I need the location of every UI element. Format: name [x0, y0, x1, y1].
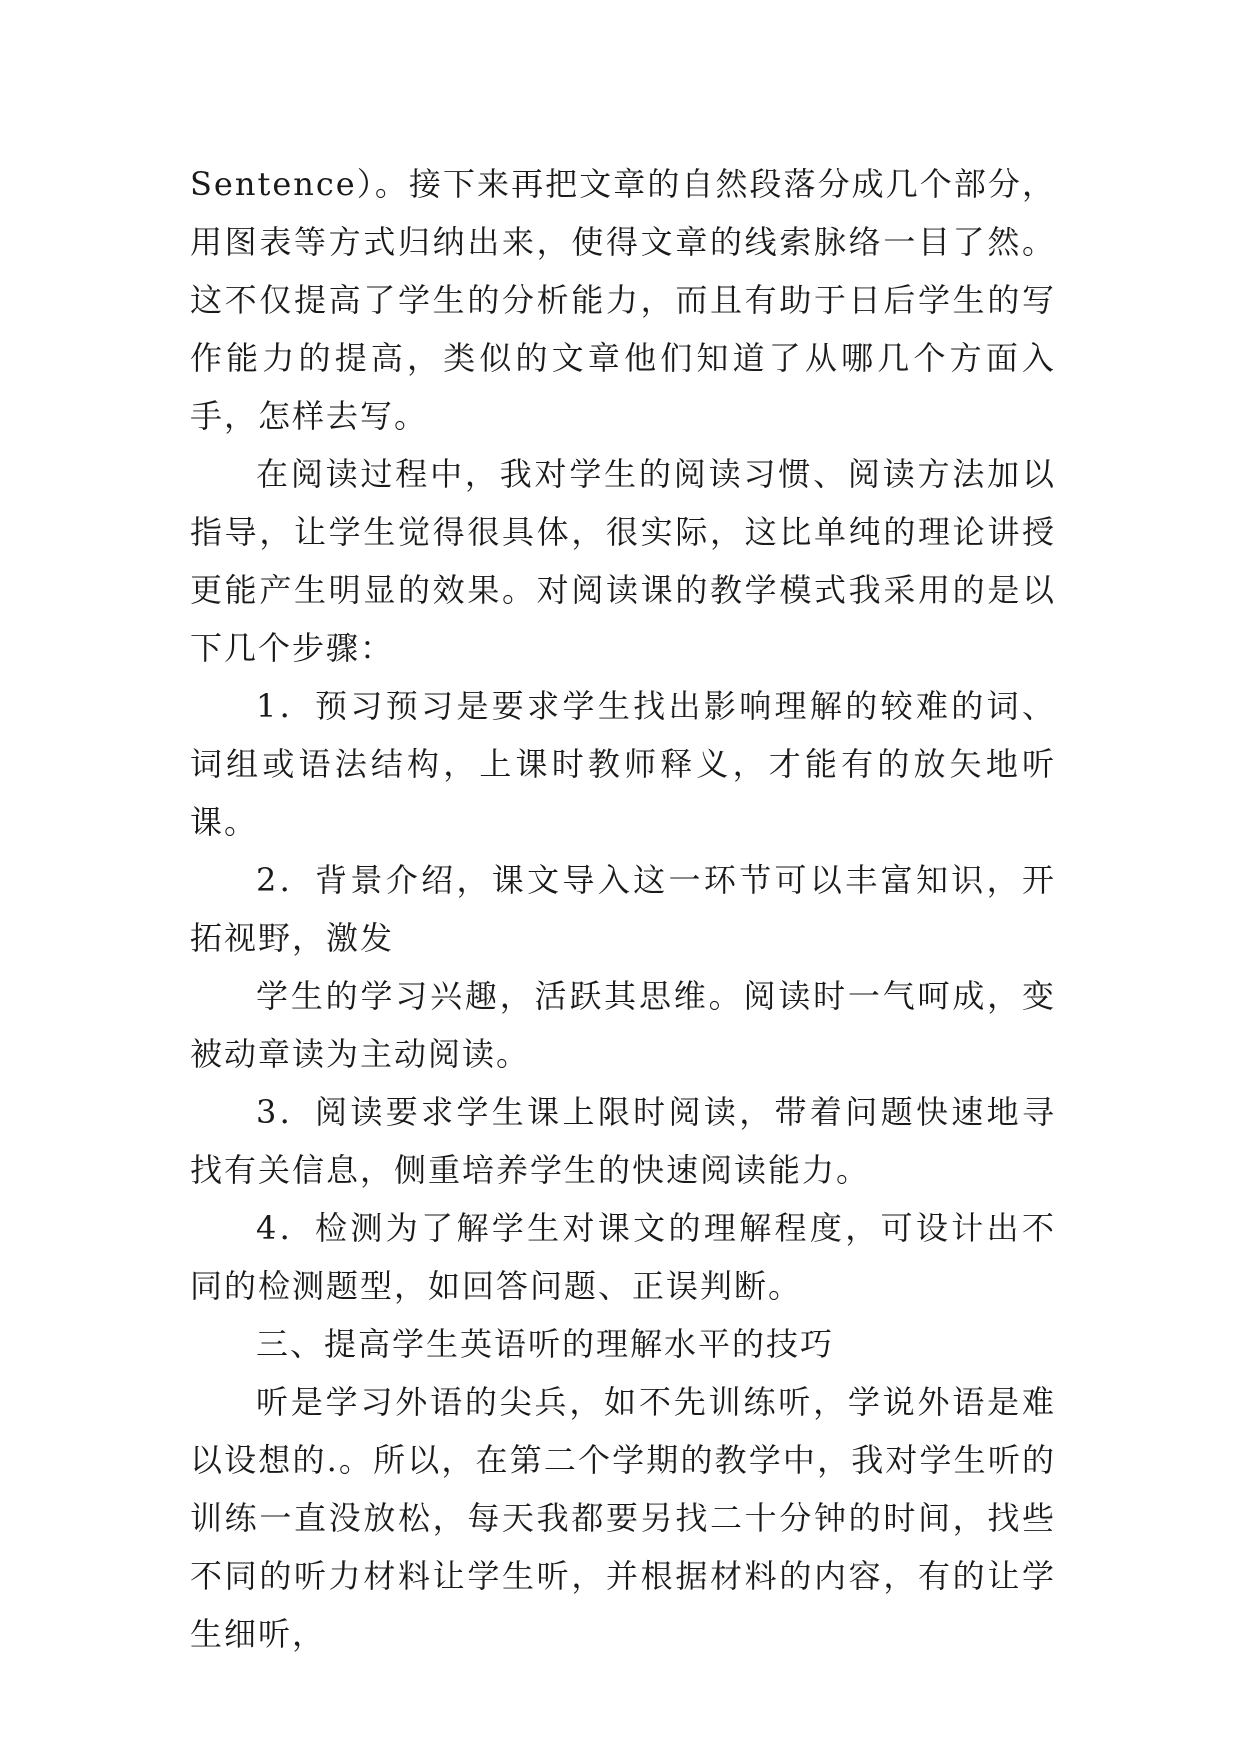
- paragraph: 在阅读过程中，我对学生的阅读习惯、阅读方法加以指导，让学生觉得很具体，很实际，这比单纯的理论讲授更能产生明显的效果。对阅读课的教学模式我采用的是以下几个步骤：: [190, 455, 1056, 667]
- paragraph: 2．背景介绍，课文导入这一环节可以丰富知识，开拓视野，激发: [190, 861, 1056, 957]
- paragraph: 听是学习外语的尖兵，如不先训练听，学说外语是难以设想的.。所以，在第二个学期的教学中，我对学生听的训练一直没放松，每天我都要另找二十分钟的时间，找些不同的听力材料让学生听，并根据材料的内容，有的让学生细听，: [190, 1383, 1056, 1653]
- paragraph: Sentence）。接下来再把文章的自然段落分成几个部分，用图表等方式归纳出来，使得文章的线索脉络一目了然。这不仅提高了学生的分析能力，而且有助于日后学生的写作能力的提高，类似的文章他们知道了从哪几个方面入手，怎样去写。: [190, 165, 1056, 435]
- paragraph: 4．检测为了解学生对课文的理解程度，可设计出不同的检测题型，如回答问题、正误判断。: [190, 1209, 1056, 1305]
- section-heading: 三、提高学生英语听的理解水平的技巧: [256, 1325, 835, 1363]
- document-body: [190, 155, 1056, 1663]
- paragraph: 学生的学习兴趣，活跃其思维。阅读时一气呵成，变被动章读为主动阅读。: [190, 977, 1056, 1073]
- paragraph: 3．阅读要求学生课上限时阅读，带着问题快速地寻找有关信息，侧重培养学生的快速阅读能力。: [190, 1093, 1056, 1189]
- paragraph: 1．预习预习是要求学生找出影响理解的较难的词、词组或语法结构，上课时教师释义，才能有的放矢地听课。: [190, 687, 1056, 841]
